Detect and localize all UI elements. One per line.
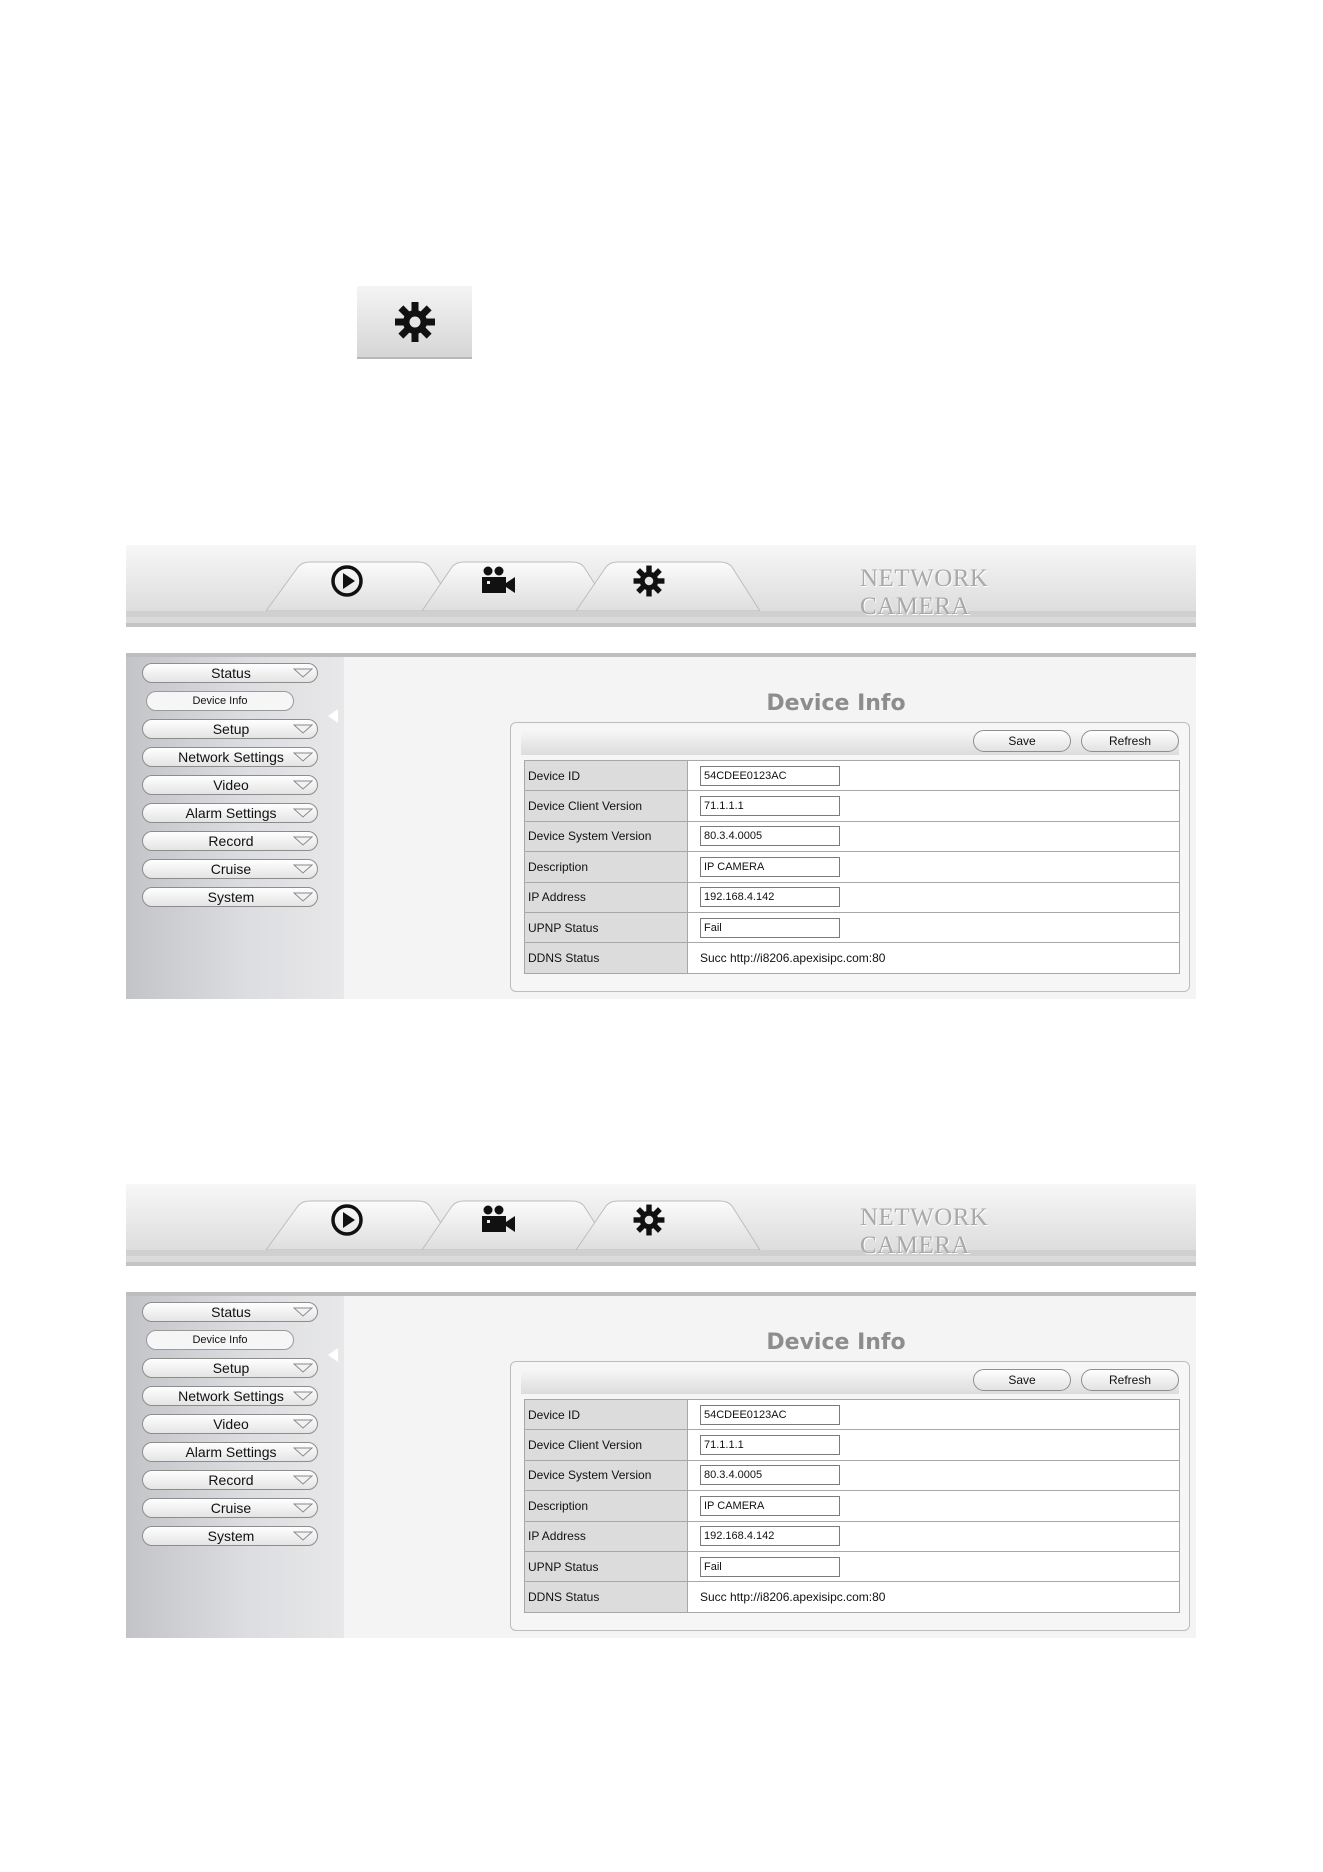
- device-id-field[interactable]: [700, 1405, 840, 1425]
- video-camera-icon: [479, 1202, 519, 1238]
- refresh-button[interactable]: Refresh: [1081, 1369, 1179, 1391]
- selected-indicator-arrow: [328, 1348, 338, 1362]
- refresh-button[interactable]: Refresh: [1081, 730, 1179, 752]
- chevron-down-icon: [293, 723, 313, 735]
- device-client-version-field[interactable]: [700, 1435, 840, 1455]
- chevron-down-icon: [293, 751, 313, 763]
- sidebar-item-video[interactable]: [142, 775, 318, 795]
- row-value-cell: [688, 943, 1180, 973]
- table-row: [525, 912, 1180, 942]
- sidebar-item-network-settings[interactable]: [142, 1386, 318, 1406]
- device-system-version-field[interactable]: [700, 1465, 840, 1485]
- sidebar-item-label: Setup: [212, 1360, 250, 1376]
- description-field[interactable]: [700, 857, 840, 877]
- panel-toolbar: [521, 729, 1179, 755]
- chevron-down-icon: [293, 1474, 313, 1486]
- row-value-cell: [688, 761, 1180, 791]
- device-info-table: [524, 760, 1180, 974]
- ip-address-field[interactable]: [700, 887, 840, 907]
- row-value-cell: [688, 1400, 1180, 1430]
- sidebar-item-label: Alarm Settings: [185, 805, 277, 821]
- sidebar-item-status[interactable]: [142, 1302, 318, 1322]
- sidebar-item-label: Network Settings: [178, 1388, 284, 1404]
- table-row: [525, 761, 1180, 791]
- row-label-upnp-status: UPNP Status: [525, 912, 688, 942]
- sidebar: [126, 1296, 344, 1638]
- device-info-panel: [510, 722, 1190, 992]
- sidebar-item-cruise[interactable]: [142, 1498, 318, 1518]
- table-row: [525, 791, 1180, 821]
- upnp-status-field[interactable]: [700, 1557, 840, 1577]
- save-button[interactable]: Save: [973, 1369, 1071, 1391]
- settings-icon-snippet[interactable]: [357, 286, 472, 359]
- row-label-device-id: Device ID: [525, 1400, 688, 1430]
- table-row: [525, 1521, 1180, 1551]
- sidebar-item-record[interactable]: [142, 831, 318, 851]
- row-label-device-client-version: Device Client Version: [525, 1430, 688, 1460]
- row-label-device-id: Device ID: [525, 761, 688, 791]
- tab-playback[interactable]: [479, 561, 519, 601]
- page-title: Device Info: [766, 1330, 906, 1355]
- row-label-ip-address: IP Address: [525, 882, 688, 912]
- chevron-down-icon: [293, 1446, 313, 1458]
- sidebar-item-alarm-settings[interactable]: [142, 803, 318, 823]
- sidebar-item-label: Status: [211, 665, 251, 681]
- save-button[interactable]: Save: [973, 730, 1071, 752]
- video-camera-icon: [479, 563, 519, 599]
- device-client-version-field[interactable]: [700, 796, 840, 816]
- chevron-down-icon: [293, 891, 313, 903]
- tab-settings[interactable]: [629, 1200, 669, 1240]
- table-row: [525, 821, 1180, 851]
- row-value-cell: [688, 1460, 1180, 1490]
- description-field[interactable]: [700, 1496, 840, 1516]
- row-label-upnp-status: UPNP Status: [525, 1551, 688, 1581]
- row-label-description: Description: [525, 1491, 688, 1521]
- row-value-cell: [688, 791, 1180, 821]
- table-row: [525, 882, 1180, 912]
- top-navigation-bar: [126, 545, 1196, 627]
- chevron-down-icon: [293, 835, 313, 847]
- sidebar-item-system[interactable]: [142, 887, 318, 907]
- table-row: [525, 1491, 1180, 1521]
- sidebar-item-label: Video: [213, 1416, 249, 1432]
- chevron-down-icon: [293, 807, 313, 819]
- table-row: [525, 1400, 1180, 1430]
- sidebar-item-setup[interactable]: [142, 719, 318, 739]
- device-system-version-field[interactable]: [700, 826, 840, 846]
- sidebar-item-network-settings[interactable]: [142, 747, 318, 767]
- sidebar-subitem-device-info[interactable]: Device Info: [146, 1330, 294, 1350]
- sidebar-subitem-device-info[interactable]: Device Info: [146, 691, 294, 711]
- sidebar-item-cruise[interactable]: [142, 859, 318, 879]
- sidebar-item-label: Cruise: [210, 861, 252, 877]
- row-label-device-system-version: Device System Version: [525, 1460, 688, 1490]
- table-row: [525, 1582, 1180, 1612]
- camera-ui-screenshot-1: [126, 545, 1196, 999]
- sidebar-item-label: Network Settings: [178, 749, 284, 765]
- play-icon: [329, 1202, 365, 1238]
- sidebar-item-alarm-settings[interactable]: [142, 1442, 318, 1462]
- sidebar-item-status[interactable]: [142, 663, 318, 683]
- tab-settings[interactable]: [629, 561, 669, 601]
- top-navigation-bar: [126, 1184, 1196, 1266]
- selected-indicator-arrow: [328, 709, 338, 723]
- row-label-ddns-status: DDNS Status: [525, 943, 688, 973]
- row-value-cell: [688, 852, 1180, 882]
- tab-playback[interactable]: [479, 1200, 519, 1240]
- sidebar-item-label: Alarm Settings: [185, 1444, 277, 1460]
- chevron-down-icon: [293, 1362, 313, 1374]
- chevron-down-icon: [293, 1306, 313, 1318]
- row-label-ip-address: IP Address: [525, 1521, 688, 1551]
- sidebar-item-system[interactable]: [142, 1526, 318, 1546]
- sidebar-item-record[interactable]: [142, 1470, 318, 1490]
- chevron-down-icon: [293, 1390, 313, 1402]
- device-id-field[interactable]: [700, 766, 840, 786]
- tab-live-view[interactable]: [327, 561, 367, 601]
- sidebar-item-label: Setup: [212, 721, 250, 737]
- sidebar-item-label: System: [207, 1528, 255, 1544]
- sidebar-item-setup[interactable]: [142, 1358, 318, 1378]
- table-row: [525, 1430, 1180, 1460]
- chevron-down-icon: [293, 863, 313, 875]
- sidebar-item-label: Video: [213, 777, 249, 793]
- row-value-cell: [688, 882, 1180, 912]
- table-row: [525, 852, 1180, 882]
- settings-body: [126, 653, 1196, 999]
- tab-live-view[interactable]: [327, 1200, 367, 1240]
- brand-title: NETWORK CAMERA: [860, 565, 989, 620]
- upnp-status-field[interactable]: [700, 918, 840, 938]
- page-title: Device Info: [766, 691, 906, 716]
- row-value-cell: [688, 1521, 1180, 1551]
- gear-icon: [393, 300, 437, 344]
- row-value-cell: [688, 912, 1180, 942]
- row-label-device-system-version: Device System Version: [525, 821, 688, 851]
- gear-icon: [632, 564, 666, 598]
- sidebar: [126, 657, 344, 999]
- table-row: [525, 1460, 1180, 1490]
- row-value-cell: [688, 821, 1180, 851]
- table-row: [525, 943, 1180, 973]
- sidebar-item-label: Record: [208, 833, 254, 849]
- row-value-cell: [688, 1491, 1180, 1521]
- device-info-table: [524, 1399, 1180, 1613]
- ddns-status-value: Succ http://i8206.apexisipc.com:80: [700, 1590, 886, 1605]
- gear-icon: [632, 1203, 666, 1237]
- sidebar-item-label: Cruise: [210, 1500, 252, 1516]
- chevron-down-icon: [293, 1530, 313, 1542]
- row-value-cell: [688, 1582, 1180, 1612]
- camera-ui-screenshot-2: [126, 1184, 1196, 1638]
- row-value-cell: [688, 1430, 1180, 1460]
- row-label-description: Description: [525, 852, 688, 882]
- chevron-down-icon: [293, 667, 313, 679]
- row-label-ddns-status: DDNS Status: [525, 1582, 688, 1612]
- chevron-down-icon: [293, 779, 313, 791]
- chevron-down-icon: [293, 1502, 313, 1514]
- settings-body: [126, 1292, 1196, 1638]
- table-row: [525, 1551, 1180, 1581]
- chevron-down-icon: [293, 1418, 313, 1430]
- ddns-status-value: Succ http://i8206.apexisipc.com:80: [700, 951, 886, 966]
- device-info-panel: [510, 1361, 1190, 1631]
- panel-toolbar: [521, 1368, 1179, 1394]
- row-label-device-client-version: Device Client Version: [525, 791, 688, 821]
- brand-title: NETWORK CAMERA: [860, 1204, 989, 1259]
- ip-address-field[interactable]: [700, 1526, 840, 1546]
- sidebar-item-label: Record: [208, 1472, 254, 1488]
- sidebar-item-video[interactable]: [142, 1414, 318, 1434]
- sidebar-item-label: System: [207, 889, 255, 905]
- play-icon: [329, 563, 365, 599]
- row-value-cell: [688, 1551, 1180, 1581]
- sidebar-item-label: Status: [211, 1304, 251, 1320]
